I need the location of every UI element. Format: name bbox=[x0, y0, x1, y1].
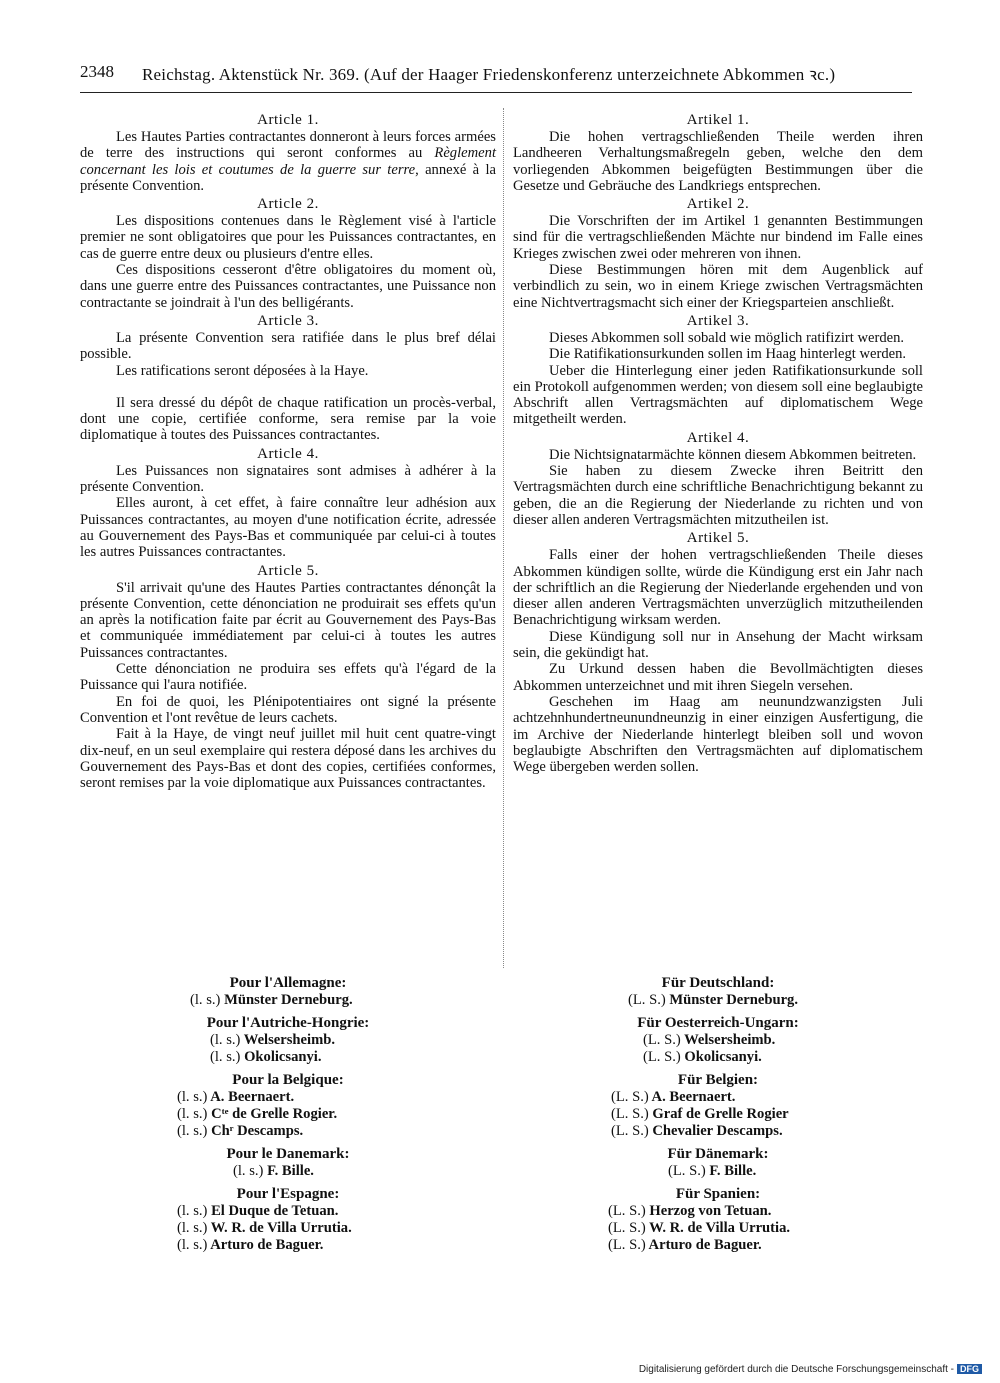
signatory bbox=[513, 1237, 923, 1254]
credit-text: Digitalisierung gefördert durch die Deutsche Forschungsgemeinschaft - bbox=[638, 1364, 954, 1375]
signatory-name: A. Beernaert. bbox=[651, 1089, 736, 1105]
french-signatures bbox=[80, 975, 496, 1254]
country-heading: Für Dänemark: bbox=[667, 1146, 769, 1162]
paragraph: S'il arrivait qu'une des Hautes Parties contractantes dénonçât la présente Convention, cette dénonciation ne produirait ses effets qu'un an après la notification faite par écrit au Gouvernement des Pays-Bas et communiquée immédiatement par celui-ci à toutes les autres Puissances contractantes. bbox=[80, 579, 496, 661]
signatory bbox=[80, 1032, 496, 1049]
seal-mark: (L. S.) bbox=[668, 1163, 706, 1179]
paragraph: Diese Bestimmungen hören mit dem Augenblick auf verbindlich zu sein, wo in einem Kriege zwischen Vertragsmächten eine Nichtvertragsmacht sich einer der Kriegsparteien anschließt. bbox=[513, 262, 923, 311]
paragraph: Elles auront, à cet effet, à faire connaître leur adhésion aux Puissances contractantes, au moyen d'une notification écrite, adressée au Gouvernement des Pays-Bas et communiquée par celui-ci à toutes les autres Puissances contractantes. bbox=[80, 495, 496, 561]
signatory-name: Okolicsanyi. bbox=[244, 1049, 322, 1065]
paragraph: Dieses Abkommen soll sobald wie möglich ratifizirt werden. bbox=[549, 329, 905, 346]
header-rule bbox=[80, 92, 912, 93]
signatory-name: Chevalier Descamps. bbox=[652, 1123, 783, 1139]
paragraph: Ces dispositions cesseront d'être obligatoires du moment où, dans une guerre entre des Puissances contractantes, une Puissance non contractante se joindrait à l'un des belligérants. bbox=[80, 262, 496, 311]
signatory bbox=[513, 1163, 923, 1180]
signatory-name: Cᵗᵉ de Grelle Rogier. bbox=[211, 1106, 338, 1122]
signatory-name: Graf de Grelle Rogier bbox=[652, 1106, 789, 1122]
signatory-name: Okolicsanyi. bbox=[684, 1049, 762, 1065]
paragraph: Sie haben zu diesem Zwecke ihren Beitritt den Vertragsmächten durch eine schriftliche Benachrichtigung bekannt zu geben, die an die Regierung der Niederlande zu richten und von dieser allen anderen Vertragsmächten mitzutheilen ist. bbox=[513, 463, 923, 528]
signatory-name: F. Bille. bbox=[709, 1163, 757, 1179]
signatory-name: Münster Derneburg. bbox=[224, 992, 353, 1008]
german-signatures bbox=[513, 975, 923, 1254]
seal-mark: (L. S.) bbox=[611, 1089, 649, 1105]
signatory bbox=[80, 1106, 496, 1123]
country-heading: Pour l'Espagne: bbox=[236, 1186, 340, 1202]
article-heading: Artikel 2. bbox=[686, 196, 750, 213]
signatory bbox=[80, 1203, 496, 1220]
column-divider bbox=[503, 108, 504, 968]
seal-mark: (L. S.) bbox=[611, 1123, 649, 1139]
page-header bbox=[80, 62, 910, 88]
article-heading: Artikel 1. bbox=[686, 112, 750, 128]
signatory bbox=[80, 1220, 496, 1237]
paragraph: Falls einer der hohen vertragschließenden Theile dieses Abkommen kündigen sollte, würde die Kündigung erst ein Jahr nach der schriftlich an die Regierung der Niederlande ergehenden und von dieser allen anderen Vertragsmächten unverzüglich mitzutheilenden Benachrichtigung wirksam werden. bbox=[513, 547, 923, 629]
signatory bbox=[513, 1220, 923, 1237]
signatory bbox=[513, 1032, 923, 1049]
signatory-name: Herzog von Tetuan. bbox=[649, 1203, 772, 1219]
text-run: , annexé à la présente Convention. bbox=[80, 161, 496, 194]
french-column bbox=[80, 110, 496, 791]
seal-mark: (l. s.) bbox=[177, 1123, 208, 1139]
article-heading: Artikel 5. bbox=[686, 530, 750, 547]
signatory-name: Arturo de Baguer. bbox=[648, 1237, 762, 1253]
italic-title: Règlement concernant les lois et coutumes de la guerre sur terre bbox=[80, 145, 496, 178]
paragraph: Fait à la Haye, de vingt neuf juillet mil huit cent quatre-vingt dix-neuf, en un seul exemplaire qui restera déposé dans les archives du Gouvernement des Pays-Bas et dont des copies, certifiées conformes, seront remises par la voie diplomatique aux Puissances contractantes. bbox=[80, 726, 496, 792]
signatory bbox=[513, 992, 923, 1009]
signatory-name: A. Beernaert. bbox=[210, 1089, 295, 1105]
country-heading: Für Spanien: bbox=[675, 1186, 761, 1202]
seal-mark: (l. s.) bbox=[233, 1163, 264, 1179]
digitization-credit bbox=[639, 1364, 982, 1375]
signatory-name: W. R. de Villa Urrutia. bbox=[210, 1220, 352, 1236]
country-heading: Für Deutschland: bbox=[661, 975, 775, 991]
signatory-name: Chʳ Descamps. bbox=[211, 1123, 304, 1139]
paragraph: Les dispositions contenues dans le Règlement visé à l'article premier ne sont obligatoires que pour les Puissances contractantes, en cas de guerre entre deux ou plusieurs d'entre elles. bbox=[80, 213, 496, 262]
country-heading: Für Oesterreich-Ungarn: bbox=[637, 1015, 799, 1031]
paragraph: Ueber die Hinterlegung einer jeden Ratifikationsurkunde soll ein Protokoll aufgenommen werden; von diesem soll eine beglaubigte Abschrift allen Vertragsmächten auf diplomatischem Wege mitgetheilt werden. bbox=[513, 362, 923, 428]
signatory bbox=[513, 1049, 923, 1066]
seal-mark: (l. s.) bbox=[190, 992, 221, 1008]
paragraph: Diese Kündigung soll nur in Ansehung der Macht wirksam sein, die gekündigt hat. bbox=[513, 628, 923, 662]
seal-mark: (l. s.) bbox=[177, 1237, 208, 1253]
seal-mark: (L. S.) bbox=[643, 1032, 681, 1048]
country-heading: Pour l'Autriche-Hongrie: bbox=[206, 1015, 370, 1031]
paragraph: Les ratifications seront déposées à la Haye. bbox=[116, 362, 369, 379]
paragraph: Die Nichtsignatarmächte können diesem Abkommen beitreten. bbox=[549, 446, 917, 463]
signatory-name: Münster Derneburg. bbox=[669, 992, 798, 1008]
signatory bbox=[80, 992, 496, 1009]
paragraph: Il sera dressé du dépôt de chaque ratification un procès-verbal, dont une copie, certifiée conforme, sera remise par la voie diplomatique à toutes des Puissances contractantes. bbox=[80, 394, 496, 444]
page-number: 2348 bbox=[80, 62, 114, 81]
dfg-logo: DFG bbox=[957, 1364, 982, 1374]
signatory-name: El Duque de Tetuan. bbox=[211, 1203, 339, 1219]
paragraph: En foi de quoi, les Plénipotentiaires ont signé la présente Convention et l'ont revêtue de leurs cachets. bbox=[80, 693, 496, 726]
paragraph: Zu Urkund dessen haben die Bevollmächtigten dieses Abkommen unterzeichnet und mit ihren Siegeln versehen. bbox=[513, 661, 923, 694]
seal-mark: (L. S.) bbox=[608, 1237, 646, 1253]
seal-mark: (l. s.) bbox=[210, 1049, 241, 1065]
seal-mark: (L. S.) bbox=[643, 1049, 681, 1065]
signatory bbox=[80, 1163, 496, 1180]
article-heading: Article 4. bbox=[257, 445, 319, 462]
signatory bbox=[80, 1237, 496, 1254]
paragraph bbox=[80, 129, 496, 194]
signatory bbox=[513, 1106, 923, 1123]
signatory bbox=[513, 1089, 923, 1106]
seal-mark: (L. S.) bbox=[608, 1203, 646, 1219]
signatory-name: W. R. de Villa Urrutia. bbox=[649, 1220, 791, 1236]
seal-mark: (l. s.) bbox=[177, 1203, 208, 1219]
signatory bbox=[80, 1123, 496, 1140]
signatory bbox=[513, 1203, 923, 1220]
seal-mark: (L. S.) bbox=[628, 992, 666, 1008]
paragraph: Les Puissances non signataires sont admises à adhérer à la présente Convention. bbox=[80, 462, 496, 496]
paragraph: La présente Convention sera ratifiée dans le plus bref délai possible. bbox=[80, 329, 496, 363]
country-heading: Pour le Danemark: bbox=[226, 1146, 350, 1162]
country-heading: Pour l'Allemagne: bbox=[229, 975, 347, 991]
signatory bbox=[80, 1049, 496, 1066]
paragraph: Geschehen im Haag am neunundzwanzigsten Juli achtzehnhundertneunundneunzig in einer einzigen Ausfertigung, die im Archive der Niederlande hinterlegt bleiben soll und wovon beglaubigte Abschriften den Vertragsmächten auf diplomatischem Wege übergeben werden sollen. bbox=[513, 693, 923, 776]
text-run: Les Hautes Parties contractantes donneront à leurs forces armées de terre des instructions qui seront conformes au bbox=[80, 129, 496, 162]
paragraph: Cette dénonciation ne produira ses effets qu'à l'égard de la Puissance qui l'aura notifiée. bbox=[80, 661, 496, 694]
seal-mark: (l. s.) bbox=[177, 1089, 208, 1105]
article-heading: Article 3. bbox=[257, 312, 319, 329]
seal-mark: (l. s.) bbox=[177, 1106, 208, 1122]
signatory bbox=[80, 1089, 496, 1106]
paragraph: Die Vorschriften der im Artikel 1 genannten Bestimmungen sind für die vertragschließenden Mächte nur bindend im Falle eines Krieges zwischen zwei oder mehreren von ihnen. bbox=[513, 213, 923, 262]
signatory bbox=[513, 1123, 923, 1140]
article-heading: Article 1. bbox=[257, 112, 319, 128]
signatory-name: Welsersheimb. bbox=[684, 1032, 776, 1048]
seal-mark: (l. s.) bbox=[177, 1220, 208, 1236]
paragraph: Die hohen vertragschließenden Theile werden ihren Landheeren Verhaltungsmaßregeln geben, welche den dem vorliegenden Abkommen beigefügten Bestimmungen über die Gesetze und Gebräuche des Landkriegs entsprechen. bbox=[513, 129, 923, 194]
article-heading: Article 5. bbox=[257, 562, 319, 579]
seal-mark: (l. s.) bbox=[210, 1032, 241, 1048]
signatory-name: Arturo de Baguer. bbox=[210, 1237, 324, 1253]
seal-mark: (L. S.) bbox=[611, 1106, 649, 1122]
signatory-name: F. Bille. bbox=[267, 1163, 314, 1179]
article-heading: Artikel 4. bbox=[686, 429, 750, 446]
signatory-name: Welsersheimb. bbox=[243, 1032, 336, 1048]
country-heading: Pour la Belgique: bbox=[232, 1072, 344, 1088]
article-heading: Article 2. bbox=[257, 196, 319, 213]
article-heading: Artikel 3. bbox=[686, 312, 750, 329]
running-title: Reichstag. Aktenstück Nr. 369. (Auf der Haager Friedenskonferenz unterzeichnete Abkommen ꝛc.) bbox=[142, 65, 836, 84]
seal-mark: (L. S.) bbox=[608, 1220, 646, 1236]
paragraph: Die Ratifikationsurkunden sollen im Haag hinterlegt werden. bbox=[549, 346, 907, 363]
country-heading: Für Belgien: bbox=[677, 1072, 759, 1088]
german-column bbox=[513, 110, 923, 775]
